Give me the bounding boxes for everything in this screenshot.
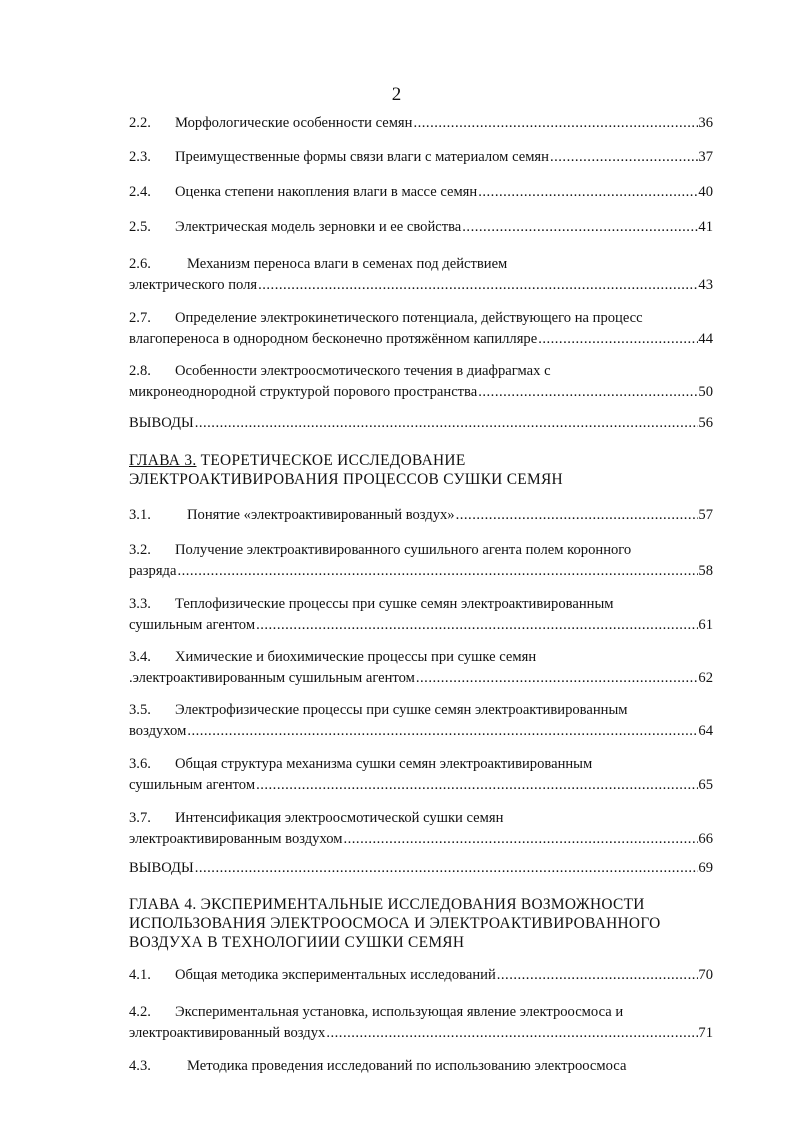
- entry-number: 3.7.: [129, 810, 151, 826]
- entry-title: Электрическая модель зерновки и ее свойства: [175, 219, 462, 235]
- entry-page: 65: [698, 777, 713, 793]
- entry-title-cont: электроактивированным воздухом: [129, 831, 343, 847]
- entry-page: 44: [698, 331, 713, 347]
- entry-title: Морфологические особенности семян: [175, 115, 413, 131]
- toc-entry-3-3: [129, 594, 713, 636]
- entry-number: 3.1.: [129, 507, 151, 523]
- toc-entry-conclusions-2: [129, 413, 713, 434]
- entry-number: 2.3.: [129, 149, 151, 165]
- entry-page: 41: [698, 219, 713, 235]
- entry-title-cont: сушильным агентом: [129, 777, 256, 793]
- chapter-title-cont: ИСПОЛЬЗОВАНИЯ ЭЛЕКТРООСМОСА И ЭЛЕКТРОАКТИВИРОВАННОГО: [129, 915, 661, 932]
- entry-page: 70: [698, 967, 713, 983]
- entry-title-cont: микронеоднородной структурой порового пространства: [129, 384, 478, 400]
- entry-title: Экспериментальная установка, использующая явление электроосмоса и: [175, 1004, 624, 1020]
- chapter-title-cont: ЭЛЕКТРОАКТИВИРОВАНИЯ ПРОЦЕССОВ СУШКИ СЕМЯН: [129, 471, 563, 488]
- entry-title: Интенсификация электроосмотической сушки семян: [175, 810, 504, 826]
- entry-title: Общая структура механизма сушки семян электроактивированным: [175, 756, 593, 772]
- entry-number: 4.2.: [129, 1004, 151, 1020]
- entry-title-cont: сушильным агентом: [129, 617, 256, 633]
- entry-number: 4.3.: [129, 1058, 151, 1074]
- toc-entry-3-7: [129, 808, 713, 850]
- entry-title: ВЫВОДЫ: [129, 415, 194, 431]
- toc-entry-2-5: [129, 217, 713, 238]
- entry-number: 2.2.: [129, 115, 151, 131]
- entry-number: 3.6.: [129, 756, 151, 772]
- entry-title: Оценка степени накопления влаги в массе семян: [175, 184, 478, 200]
- entry-number: 4.1.: [129, 967, 151, 983]
- entry-number: 3.3.: [129, 596, 151, 612]
- entry-title: Особенности электроосмотического течения в диафрагмах с: [175, 363, 551, 379]
- entry-page: 62: [698, 670, 713, 686]
- toc-entry-4-3: [129, 1056, 713, 1077]
- entry-number: 3.5.: [129, 702, 151, 718]
- toc-entry-2-6: [129, 254, 713, 296]
- entry-title: Механизм переноса влаги в семенах под действием: [187, 256, 508, 272]
- page-number: 2: [391, 84, 402, 105]
- toc-entry-3-4: [129, 647, 713, 689]
- entry-page: 37: [698, 149, 713, 165]
- entry-title-cont: влагопереноса в однородном бесконечно протяжённом капилляре: [129, 331, 538, 347]
- entry-page: 43: [698, 277, 713, 293]
- toc-entry-4-2: [129, 1002, 713, 1044]
- entry-page: 71: [698, 1025, 713, 1041]
- toc-entry-3-1: [129, 505, 713, 526]
- entry-page: 64: [698, 723, 713, 739]
- toc-entry-2-7: [129, 308, 713, 350]
- chapter-3-heading: [129, 451, 729, 489]
- toc-entry-2-2: [129, 113, 713, 134]
- entry-title-cont: электроактивированный воздух: [129, 1025, 326, 1041]
- entry-title-cont: электрического поля: [129, 277, 258, 293]
- entry-title: Методика проведения исследований по использованию электроосмоса: [187, 1058, 627, 1074]
- chapter-label: ГЛАВА 3.: [129, 452, 197, 469]
- entry-title-cont: .электроактивированным сушильным агентом: [129, 670, 415, 686]
- toc-entry-conclusions-3: [129, 858, 713, 879]
- entry-number: 2.7.: [129, 310, 151, 326]
- toc-entry-3-2: [129, 540, 713, 582]
- toc-entry-3-5: [129, 700, 713, 742]
- entry-title: Преимущественные формы связи влаги с материалом семян: [175, 149, 549, 165]
- entry-title: Электрофизические процессы при сушке семян электроактивированным: [175, 702, 628, 718]
- toc-entry-4-1: [129, 965, 713, 986]
- entry-title: ВЫВОДЫ: [129, 860, 194, 876]
- chapter-4-heading: [129, 895, 729, 952]
- entry-number: 2.4.: [129, 184, 151, 200]
- toc-entry-2-3: [129, 147, 713, 168]
- entry-title-cont: разряда: [129, 563, 177, 579]
- chapter-title: ТЕОРЕТИЧЕСКОЕ ИССЛЕДОВАНИЕ: [200, 452, 466, 469]
- entry-title: Получение электроактивированного сушильного агента полем коронного: [175, 542, 632, 558]
- entry-number: 2.8.: [129, 363, 151, 379]
- entry-title: Определение электрокинетического потенциала, действующего на процесс: [175, 310, 643, 326]
- entry-title: Понятие «электроактивированный воздух»: [187, 507, 455, 523]
- entry-number: 3.2.: [129, 542, 151, 558]
- chapter-title: ГЛАВА 4. ЭКСПЕРИМЕНТАЛЬНЫЕ ИССЛЕДОВАНИЯ ВОЗМОЖНОСТИ: [129, 896, 645, 913]
- toc-entry-2-4: [129, 182, 713, 203]
- entry-page: 69: [698, 860, 713, 876]
- entry-number: 2.6.: [129, 256, 151, 272]
- entry-page: 36: [698, 115, 713, 131]
- entry-page: 58: [698, 563, 713, 579]
- entry-page: 40: [698, 184, 713, 200]
- entry-page: 57: [698, 507, 713, 523]
- entry-title: Общая методика экспериментальных исследований: [175, 967, 496, 983]
- chapter-title-cont: ВОЗДУХА В ТЕХНОЛОГИИИ СУШКИ СЕМЯН: [129, 934, 465, 951]
- toc-entry-2-8: [129, 361, 713, 403]
- toc-entry-3-6: [129, 754, 713, 796]
- entry-page: 61: [698, 617, 713, 633]
- entry-number: 2.5.: [129, 219, 151, 235]
- entry-title: Химические и биохимические процессы при сушке семян: [175, 649, 537, 665]
- entry-number: 3.4.: [129, 649, 151, 665]
- entry-title-cont: воздухом: [129, 723, 187, 739]
- entry-title: Теплофизические процессы при сушке семян электроактивированным: [175, 596, 614, 612]
- entry-page: 56: [698, 415, 713, 431]
- entry-page: 66: [698, 831, 713, 847]
- entry-page: 50: [698, 384, 713, 400]
